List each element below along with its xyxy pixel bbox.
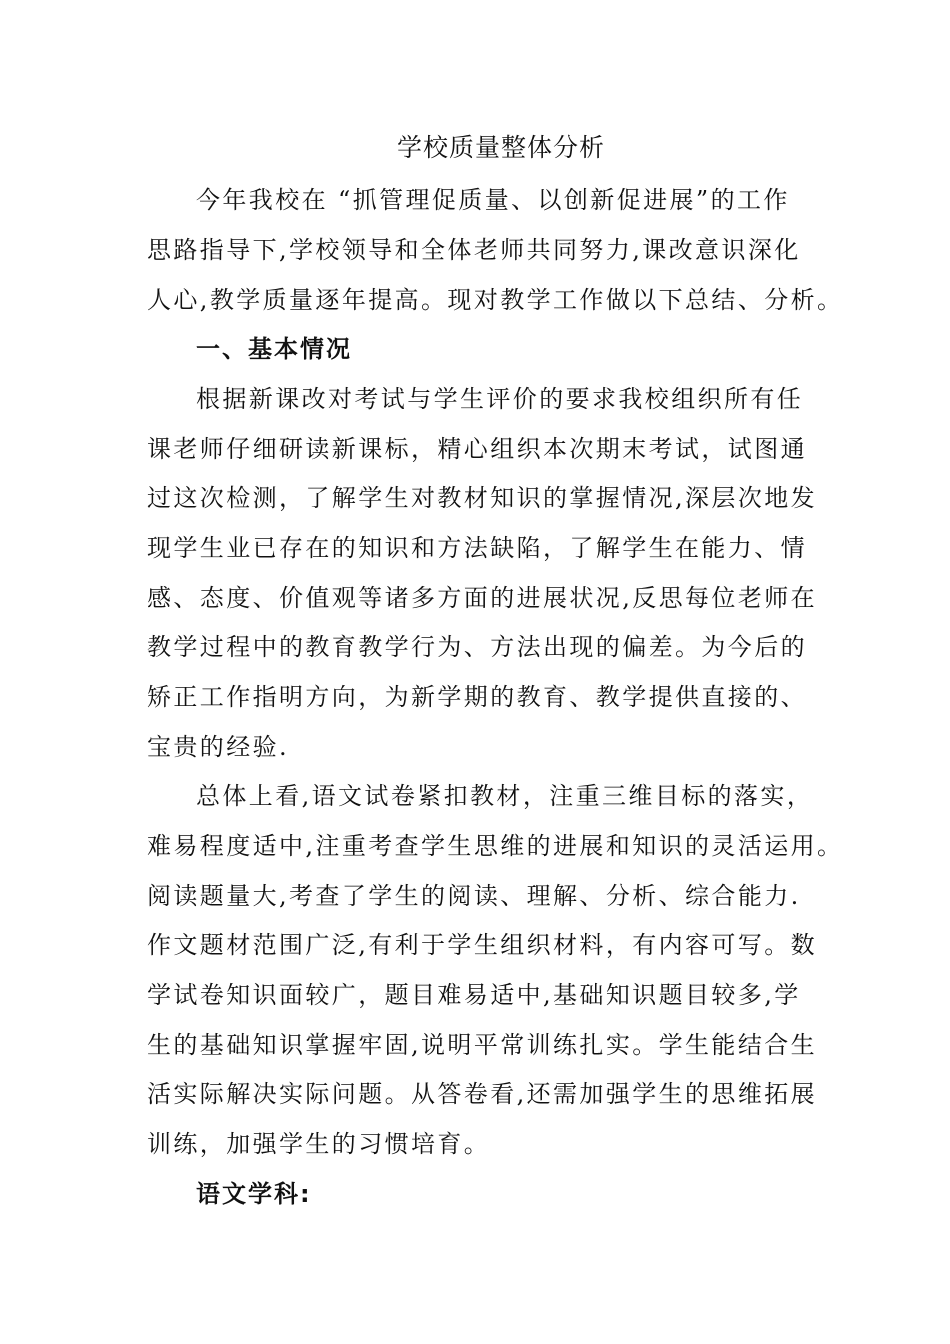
para1-line-4: 现学生业已存在的知识和方法缺陷，了解学生在能力、情 (147, 534, 807, 562)
para2-line-6: 生的基础知识掌握牢固,说明平常训练扎实。学生能结合生 (147, 1031, 818, 1059)
intro-line-2: 思路指导下,学校领导和全体老师共同努力,课改意识深化 (147, 236, 801, 264)
para2-line-5: 学试卷知识面较广，题目难易适中,基础知识题目较多,学 (147, 981, 801, 1009)
para1-line-5: 感、态度、价值观等诸多方面的进展状况,反思每位老师在 (147, 584, 818, 612)
para1-line-8: 宝贵的经验. (147, 733, 290, 761)
para1-line-2: 课老师仔细研读新课标，精心组织本次期末考试，试图通 (147, 435, 807, 463)
para2-line-7: 活实际解决实际问题。从答卷看,还需加强学生的思维拓展 (147, 1080, 818, 1108)
para2-line-4: 作文题材范围广泛,有利于学生组织材料，有内容可写。数 (147, 931, 818, 959)
section-heading-basic-situation: 一、基本情况 (196, 335, 352, 363)
para1-line-1: 根据新课改对考试与学生评价的要求我校组织所有任 (196, 385, 804, 413)
section-heading-chinese-subject: 语文学科: (196, 1180, 312, 1208)
document-title: 学校质量整体分析 (396, 133, 605, 162)
intro-line-3: 人心,教学质量逐年提高。现对教学工作做以下总结、分析。 (147, 286, 844, 314)
para2-line-1: 总体上看,语文试卷紧扣教材，注重三维目标的落实， (196, 782, 814, 810)
para1-line-7: 矫正工作指明方向，为新学期的教育、教学提供直接的、 (147, 683, 807, 711)
para2-line-2: 难易程度适中,注重考查学生思维的进展和知识的灵活运用。 (147, 832, 844, 860)
para2-line-8: 训练，加强学生的习惯培育。 (147, 1130, 491, 1158)
para2-line-3: 阅读题量大,考查了学生的阅读、理解、分析、综合能力. (147, 882, 801, 910)
intro-line-1: 今年我校在 “抓管理促质量、以创新促进展”的工作 (196, 186, 790, 214)
para1-line-6: 教学过程中的教育教学行为、方法出现的偏差。为今后的 (147, 633, 807, 661)
para1-line-3: 过这次检测，了解学生对教材知识的掌握情况,深层次地发 (147, 484, 818, 512)
